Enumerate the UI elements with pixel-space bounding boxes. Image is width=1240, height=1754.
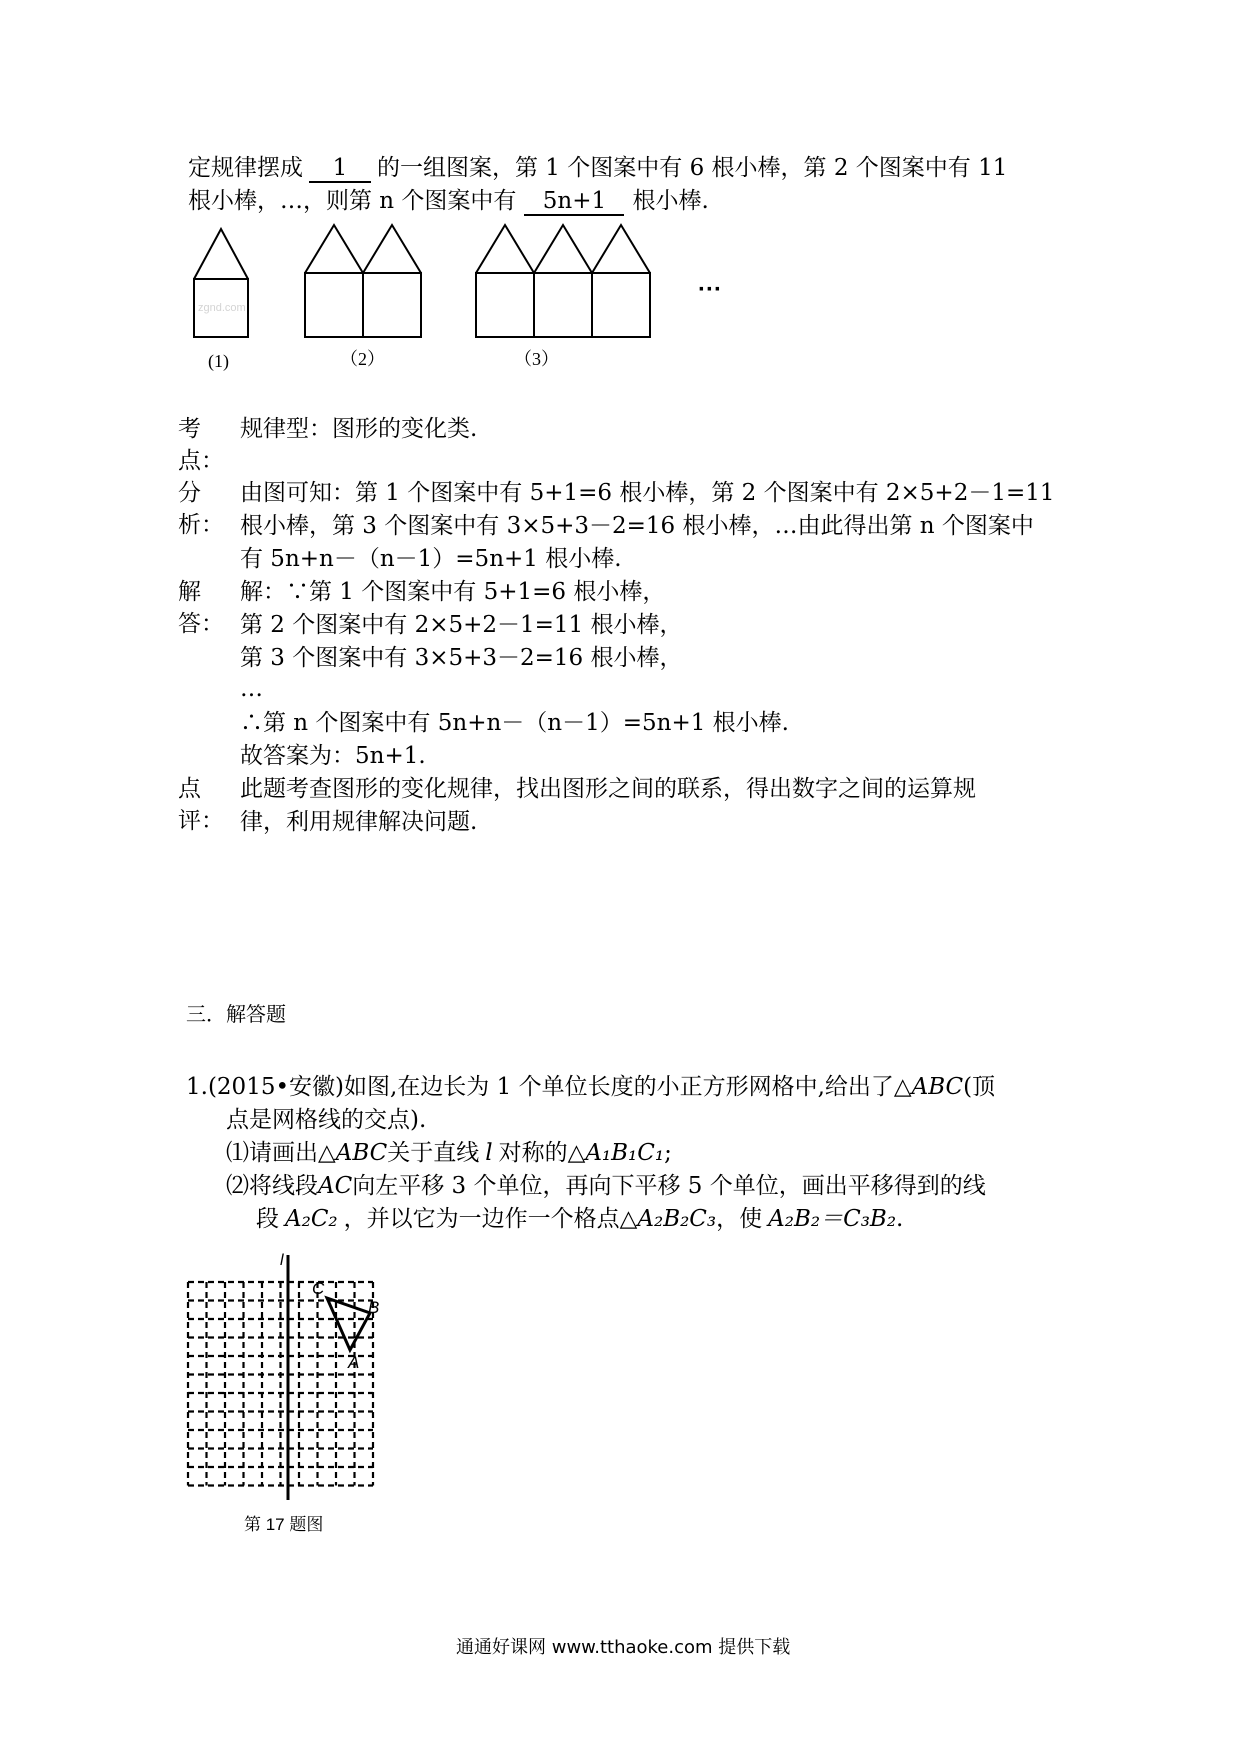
- dianping-line-2: 律，利用规律解决问题.: [240, 809, 478, 835]
- triangle-name: ABC: [335, 1140, 388, 1166]
- triangle-name: A₁B₁C₁: [585, 1140, 665, 1166]
- section-heading: 三．解答题: [186, 1002, 286, 1026]
- label-point-b: B: [368, 1298, 380, 1317]
- sub-question-text: 向左平移 3 个单位，再向下平移 5 个单位，画出平移得到的线: [352, 1173, 986, 1199]
- segment-name: AC: [318, 1173, 353, 1199]
- question-line-1: [186, 1071, 995, 1103]
- label-point-a: A: [348, 1353, 360, 1372]
- answer-blank-1: 1: [309, 155, 371, 183]
- problem-text: 的一组图案，第 1 个图案中有 6 根小棒，第 2 个图案中有 11: [377, 155, 1008, 181]
- question-line-2: 点是网格线的交点).: [226, 1107, 427, 1133]
- jieda-line-1: 解：∵第 1 个图案中有 5+1=6 根小棒，: [240, 579, 666, 605]
- jieda-line-4: …: [240, 676, 263, 702]
- kaodian-text: 规律型：图形的变化类.: [240, 416, 478, 442]
- jieda-line-5: ∴第 n 个图案中有 5n+n－（n－1）=5n+1 根小棒.: [240, 710, 789, 736]
- triangle-name: A₂B₂C₃: [637, 1206, 717, 1232]
- house-pattern-3: [476, 225, 650, 337]
- sub-question-2: [226, 1170, 986, 1202]
- watermark-text: zgnd.com: [198, 302, 246, 314]
- jieda-line-3: 第 3 个图案中有 3×5+3－2=16 根小棒，: [240, 645, 683, 671]
- label-dianping: [178, 773, 224, 837]
- sub-question-2-line-2: [256, 1203, 903, 1235]
- grid-figure: [180, 1250, 410, 1540]
- ellipsis-mark: ···: [698, 276, 722, 303]
- house-pattern-figure: [180, 215, 740, 390]
- line-name: l: [485, 1140, 493, 1166]
- label-kaodian: [178, 413, 224, 477]
- fenxi-line-2: 根小棒，第 3 个图案中有 3×5+3－2=16 根小棒，…由此得出第 n 个图案中: [240, 513, 1034, 539]
- figure-caption-1: (1): [208, 351, 229, 371]
- problem-text: 根小棒，…，则第 n 个图案中有: [188, 188, 517, 214]
- sub-question-text: ⑵将线段: [226, 1173, 318, 1199]
- sub-question-text: ;: [664, 1140, 672, 1166]
- question-text: (2015•安徽)如图,在边长为 1 个单位长度的小正方形网格中,给出了△: [207, 1074, 912, 1100]
- segment-name: A₂C₂: [285, 1206, 338, 1232]
- label-point-c: C: [312, 1279, 325, 1298]
- label-char: 答：: [178, 611, 224, 637]
- label-char: 考: [178, 416, 201, 442]
- problem-text: 根小棒.: [632, 188, 709, 214]
- label-char: 评：: [178, 808, 224, 834]
- grid-figure-caption: 第 17 题图: [244, 1515, 324, 1534]
- figure-caption-3: （3）: [514, 349, 559, 369]
- dianping-line-1: 此题考查图形的变化规律，找出图形之间的联系，得出数字之间的运算规: [240, 776, 976, 802]
- question-text: (顶: [963, 1074, 996, 1100]
- label-line-l: l: [280, 1252, 284, 1269]
- sub-question-text: ⑴请画出△: [226, 1140, 336, 1166]
- house-pattern-1: [194, 229, 248, 337]
- jieda-line-6: 故答案为：5n+1.: [240, 743, 426, 769]
- footer-text: 通通好课网 www.tthaoke.com 提供下载: [456, 1637, 791, 1658]
- label-char: 分: [178, 480, 201, 506]
- sub-question-text: 关于直线: [387, 1140, 480, 1166]
- sub-question-text: ，使: [716, 1206, 763, 1232]
- label-fenxi: [178, 477, 224, 541]
- fenxi-line-1: 由图可知：第 1 个图案中有 5+1=6 根小棒，第 2 个图案中有 2×5+2－1=11: [240, 480, 1055, 506]
- label-char: 解: [178, 579, 201, 605]
- label-char: 点：: [178, 448, 224, 474]
- triangle-abc: [327, 1298, 370, 1350]
- sub-question-text: .: [896, 1206, 904, 1232]
- answer-blank-2: 5n+1: [524, 188, 624, 216]
- problem-line-2: [188, 185, 709, 217]
- problem-line-1: [188, 152, 1007, 184]
- equation: A₂B₂＝C₃B₂: [768, 1206, 897, 1232]
- jieda-line-2: 第 2 个图案中有 2×5+2－1=11 根小棒，: [240, 612, 683, 638]
- label-char: 析：: [178, 512, 224, 538]
- label-jieda: [178, 576, 224, 640]
- sub-question-text: ，并以它为一边作一个格点△: [343, 1206, 638, 1232]
- sub-question-1: [226, 1137, 672, 1169]
- sub-question-text: 段: [256, 1206, 279, 1232]
- house-pattern-2: [305, 225, 421, 337]
- sub-question-text: 对称的△: [498, 1140, 586, 1166]
- figure-caption-2: （2）: [340, 349, 385, 369]
- grid-lines: [188, 1282, 373, 1486]
- fenxi-line-3: 有 5n+n－（n－1）=5n+1 根小棒.: [240, 546, 622, 572]
- triangle-name: ABC: [911, 1074, 964, 1100]
- label-char: 点: [178, 776, 201, 802]
- question-number: 1.: [186, 1074, 208, 1100]
- problem-text: 定规律摆成: [188, 155, 303, 181]
